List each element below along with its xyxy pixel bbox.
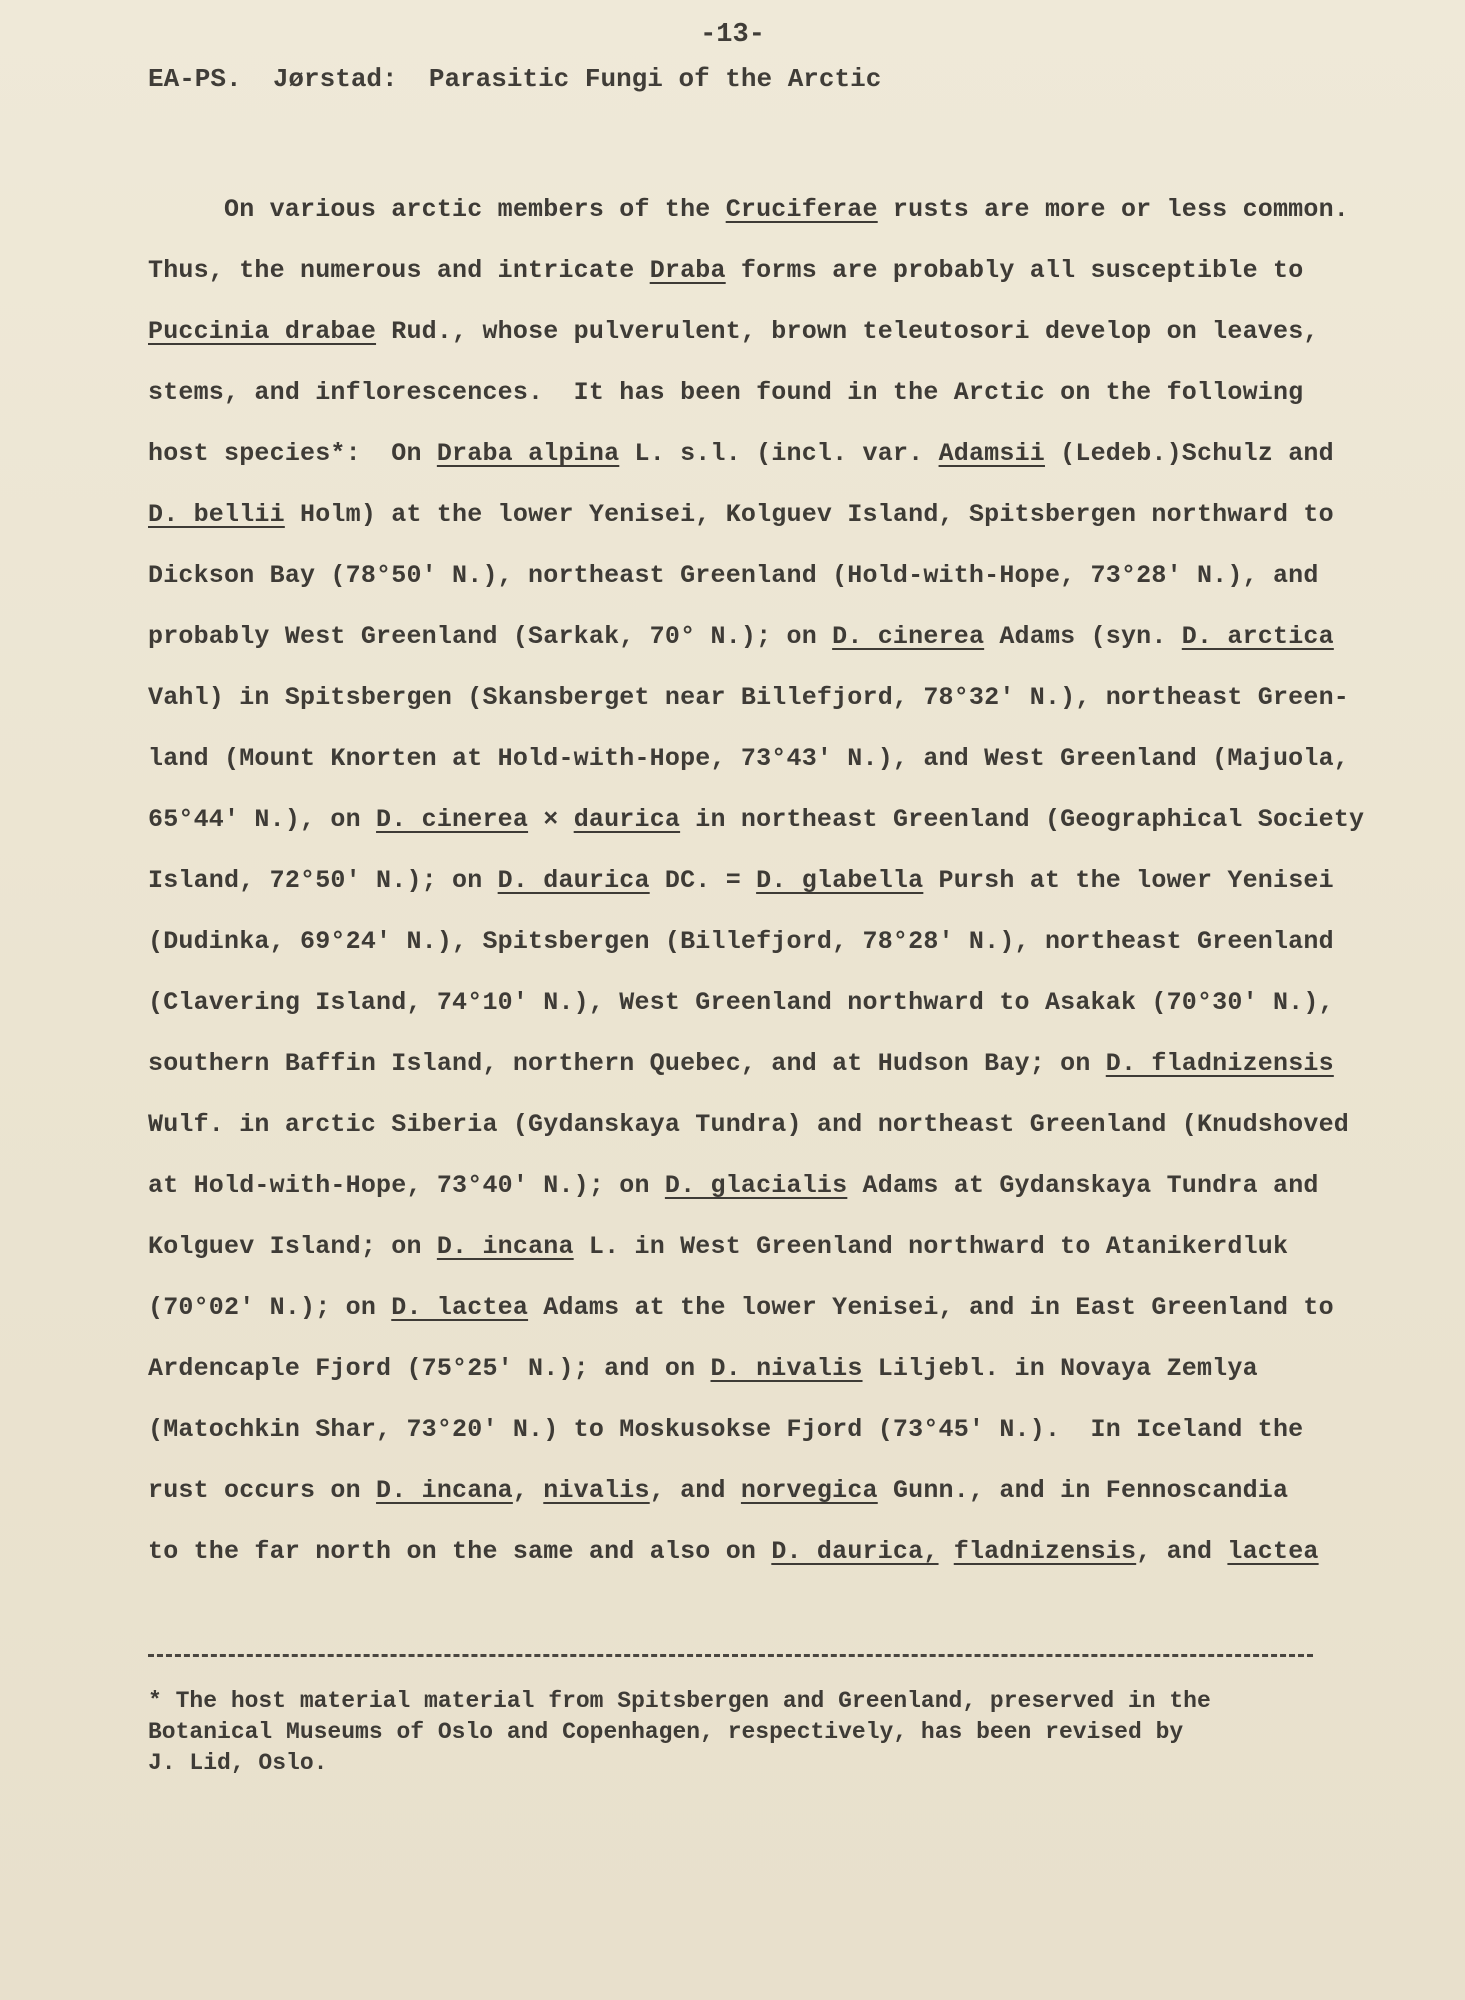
taxon-name: D. cinerea <box>376 805 529 834</box>
text-line <box>148 373 1368 434</box>
text-run <box>939 1537 954 1566</box>
taxon-name: fladnizensis <box>953 1537 1137 1566</box>
text-run: Ardencaple Fjord (75°25' N.); and on <box>148 1354 711 1383</box>
text-run: Dickson Bay (78°50' N.), northeast Greenland (Hold-with-Hope, 73°28' N.), and <box>148 561 1319 590</box>
text-run: Thus, the numerous and intricate <box>148 256 650 285</box>
taxon-name: nivalis <box>543 1476 650 1505</box>
text-line <box>148 1044 1368 1105</box>
text-run: in northeast Greenland (Geographical Society <box>680 805 1365 834</box>
footnote-block <box>148 1686 1368 1779</box>
taxon-name: D. incana <box>376 1476 513 1505</box>
text-line <box>148 800 1368 861</box>
text-run: (Clavering Island, 74°10' N.), West Greenland northward to Asakak (70°30' N.), <box>148 988 1334 1017</box>
text-run: to the far north on the same and also on <box>148 1537 772 1566</box>
text-line <box>148 556 1368 617</box>
text-run: , and <box>1136 1537 1228 1566</box>
taxon-name: D. daurica <box>497 866 650 895</box>
running-head: EA-PS. Jørstad: Parasitic Fungi of the Arctic <box>148 64 882 94</box>
taxon-name: D. lactea <box>391 1293 529 1322</box>
taxon-name: Cruciferae <box>725 195 878 224</box>
text-run: L. in West Greenland northward to Atanikerdluk <box>573 1232 1289 1261</box>
taxon-name: D. fladnizensis <box>1105 1049 1334 1078</box>
taxon-name: D. glacialis <box>664 1171 848 1200</box>
text-run: DC. = <box>649 866 757 895</box>
text-line <box>148 1410 1368 1471</box>
footnote-line: J. Lid, Oslo. <box>148 1750 328 1776</box>
body-text <box>148 190 1368 1593</box>
text-run: 65°44' N.), on <box>148 805 377 834</box>
text-line <box>148 1227 1368 1288</box>
text-run: (Ledeb.)Schulz and <box>1044 439 1334 468</box>
text-line <box>148 312 1368 373</box>
text-line <box>148 1471 1368 1532</box>
text-line <box>148 434 1368 495</box>
text-run: Kolguev Island; on <box>148 1232 437 1261</box>
text-run: forms are probably all susceptible to <box>725 256 1304 285</box>
footnote-separator <box>148 1654 1313 1657</box>
taxon-name: D. glabella <box>756 866 924 895</box>
text-line <box>148 922 1368 983</box>
text-line <box>148 1105 1368 1166</box>
taxon-name: daurica <box>573 805 681 834</box>
text-run: land (Mount Knorten at Hold-with-Hope, 73°43' N.), and West Greenland (Majuola, <box>148 744 1349 773</box>
text-run: Island, 72°50' N.); on <box>148 866 498 895</box>
text-run: Pursh at the lower Yenisei <box>923 866 1334 895</box>
taxon-name: D. bellii <box>148 500 285 529</box>
text-line <box>148 495 1368 556</box>
text-run: Vahl) in Spitsbergen (Skansberget near Billefjord, 78°32' N.), northeast Green- <box>148 683 1349 712</box>
text-run: Gunn., and in Fennoscandia <box>877 1476 1289 1505</box>
text-line <box>148 251 1368 312</box>
taxon-name: Draba <box>649 256 726 285</box>
text-line <box>148 678 1368 739</box>
text-run: host species*: On <box>148 439 437 468</box>
text-line <box>148 617 1368 678</box>
text-run: Holm) at the lower Yenisei, Kolguev Island, Spitsbergen northward to <box>284 500 1334 529</box>
text-line <box>148 1532 1368 1593</box>
taxon-name: D. daurica, <box>771 1537 939 1566</box>
page-number: -13- <box>700 20 765 50</box>
text-run: Adams at the lower Yenisei, and in East Greenland to <box>528 1293 1334 1322</box>
taxon-name: lactea <box>1227 1537 1319 1566</box>
text-run: Adams (syn. <box>984 622 1182 651</box>
text-run: , and <box>649 1476 741 1505</box>
text-run: (70°02' N.); on <box>148 1293 392 1322</box>
text-run: (Dudinka, 69°24' N.), Spitsbergen (Billefjord, 78°28' N.), northeast Greenland <box>148 927 1334 956</box>
text-line <box>148 1166 1368 1227</box>
taxon-name: norvegica <box>740 1476 878 1505</box>
text-run: On various arctic members of the <box>224 195 726 224</box>
taxon-name: D. nivalis <box>710 1354 863 1383</box>
taxon-name: Puccinia drabae <box>148 317 377 346</box>
text-run: rust occurs on <box>148 1476 377 1505</box>
text-run: at Hold-with-Hope, 73°40' N.); on <box>148 1171 665 1200</box>
footnote-line: Botanical Museums of Oslo and Copenhagen, respectively, has been revised by <box>148 1719 1184 1745</box>
taxon-name: Adamsii <box>938 439 1045 468</box>
text-run: × <box>528 805 574 834</box>
text-run: Adams at Gydanskaya Tundra and <box>847 1171 1319 1200</box>
text-line <box>148 983 1368 1044</box>
text-run: L. s.l. (incl. var. <box>619 439 939 468</box>
text-run: Liljebl. in Novaya Zemlya <box>862 1354 1258 1383</box>
footnote-line: * The host material material from Spitsbergen and Greenland, preserved in the <box>148 1688 1211 1714</box>
text-line <box>148 861 1368 922</box>
text-line <box>148 739 1368 800</box>
text-run: southern Baffin Island, northern Quebec, and at Hudson Bay; on <box>148 1049 1106 1078</box>
text-run: Wulf. in arctic Siberia (Gydanskaya Tundra) and northeast Greenland (Knudshoved <box>148 1110 1349 1139</box>
text-run: stems, and inflorescences. It has been found in the Arctic on the following <box>148 378 1304 407</box>
taxon-name: D. incana <box>436 1232 574 1261</box>
text-run: (Matochkin Shar, 73°20' N.) to Moskusokse Fjord (73°45' N.). In Iceland the <box>148 1415 1304 1444</box>
text-run: , <box>512 1476 544 1505</box>
text-line <box>148 1288 1368 1349</box>
taxon-name: D. arctica <box>1181 622 1334 651</box>
text-run: rusts are more or less common. <box>877 195 1349 224</box>
text-line <box>148 1349 1368 1410</box>
text-line <box>148 190 1368 251</box>
text-run: Rud., whose pulverulent, brown teleutosori develop on leaves, <box>376 317 1319 346</box>
text-run: probably West Greenland (Sarkak, 70° N.); on <box>148 622 833 651</box>
taxon-name: D. cinerea <box>832 622 985 651</box>
taxon-name: Draba alpina <box>436 439 620 468</box>
